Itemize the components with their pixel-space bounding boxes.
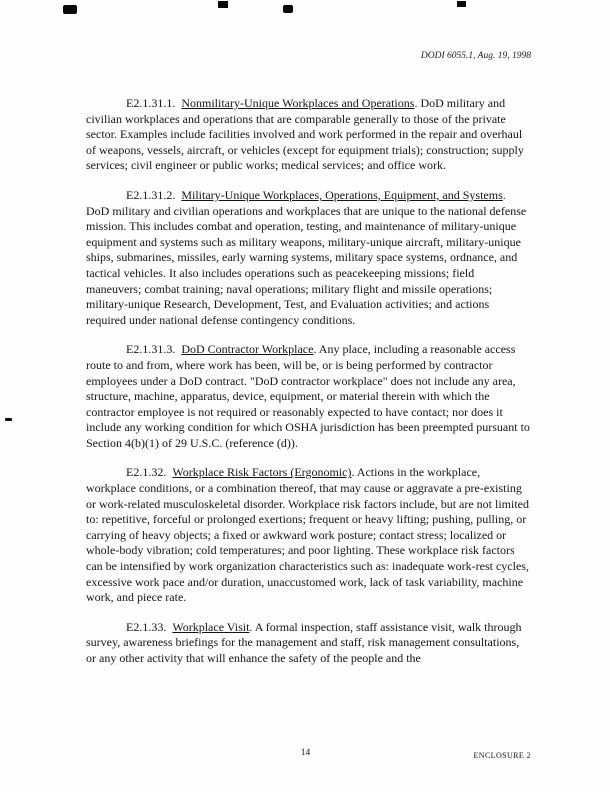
paragraph-text: . A formal inspection, staff assistance visit, walk through survey, awareness briefings for the management and staff, risk management consultations, or any other activity that will enhance the safety of the people and the	[86, 619, 522, 665]
enclosure-label: ENCLOSURE 2	[473, 751, 531, 760]
paragraph-heading: Nonmilitary-Unique Workplaces and Operations	[181, 96, 415, 110]
paragraph-e2-1-31-3	[86, 342, 532, 451]
paragraph-heading: Workplace Risk Factors (Ergonomic)	[172, 465, 352, 480]
paragraph-e2-1-33	[86, 620, 532, 667]
scan-artifact	[63, 5, 77, 14]
paragraph-e2-1-31-2	[86, 188, 532, 328]
paragraph-heading: Workplace Visit	[172, 619, 250, 634]
paragraph-text: . DoD military and civilian operations and workplaces that are unique to the national defense mission. This includes combat and operation, testing, and maintenance of military-unique equipment and systems such as military weapons, military-unique aircraft, military-unique ships, submarines, missiles, early warning systems, military space systems, ordnance, and tactical vehicles. It also includes operations such as peacekeeping missions; field maneuvers; combat training; naval operations; military flight and missile operations; military-unique Research, Development, Test, and Evaluation activities; and actions required under national defense contingency conditions.	[86, 187, 527, 327]
paragraph-text: . Any place, including a reasonable access route to and from, where work has been, will be, or is being performed by contractor employees under a DoD contract. "DoD contractor workplace" does not include any area, structure, machine, apparatus, device, equipment, or material therein with which the contractor employee is not required or reasonably expected to have contact; nor does it include any working condition for which OSHA jurisdiction has been preempted pursuant to Section 4(b)(1) of 29 U.S.C. (reference (d)).	[86, 342, 530, 450]
scan-artifact	[457, 1, 466, 7]
paragraph-number: E2.1.31.2.	[126, 187, 176, 202]
paragraph-e2-1-31-1	[86, 96, 532, 174]
page-number: 14	[300, 748, 311, 758]
document-body	[86, 96, 532, 681]
scan-artifact	[283, 5, 293, 13]
paragraph-number: E2.1.31.1.	[126, 96, 176, 110]
paragraph-heading: Military-Unique Workplaces, Operations, Equipment, and Systems	[181, 187, 503, 202]
paragraph-number: E2.1.31.3.	[126, 342, 176, 357]
paragraph-text: . Actions in the workplace, workplace conditions, or a combination thereof, that may cause or aggravate a pre-existing or work-related musculoskeletal disorder. Workplace risk factors include, but are not limited to: repetitive, forceful or prolonged exertions; frequent or heavy lifting; pushing, pulling, or carrying of heavy objects; a fixed or awkward work posture; contact stress; localized or whole-body vibration; cold temperatures; and poor lighting. These workplace risk factors can be intensified by work organization characteristics such as: inadequate work-rest cycles, excessive work pace and/or duration, unaccustomed work, lack of task variability, machine work, and piece rate.	[86, 465, 530, 605]
paragraph-e2-1-32	[86, 465, 532, 605]
paragraph-number: E2.1.32.	[126, 465, 167, 480]
paragraph-text: . DoD military and civilian workplaces and operations that are comparable generally to those of the private sector. Examples include facilities involved and work performed in the repair and overhaul of weapons, vessels, aircraft, or vehicles (except for equipment trials); construction; supply services; civil engineer or public works; medical services; and office work.	[86, 96, 524, 173]
document-reference: DODI 6055.1, Aug. 19, 1998	[420, 51, 531, 61]
scan-artifact	[218, 1, 228, 8]
paragraph-heading: DoD Contractor Workplace	[181, 342, 314, 357]
scan-artifact	[5, 418, 12, 421]
paragraph-number: E2.1.33.	[126, 619, 167, 634]
